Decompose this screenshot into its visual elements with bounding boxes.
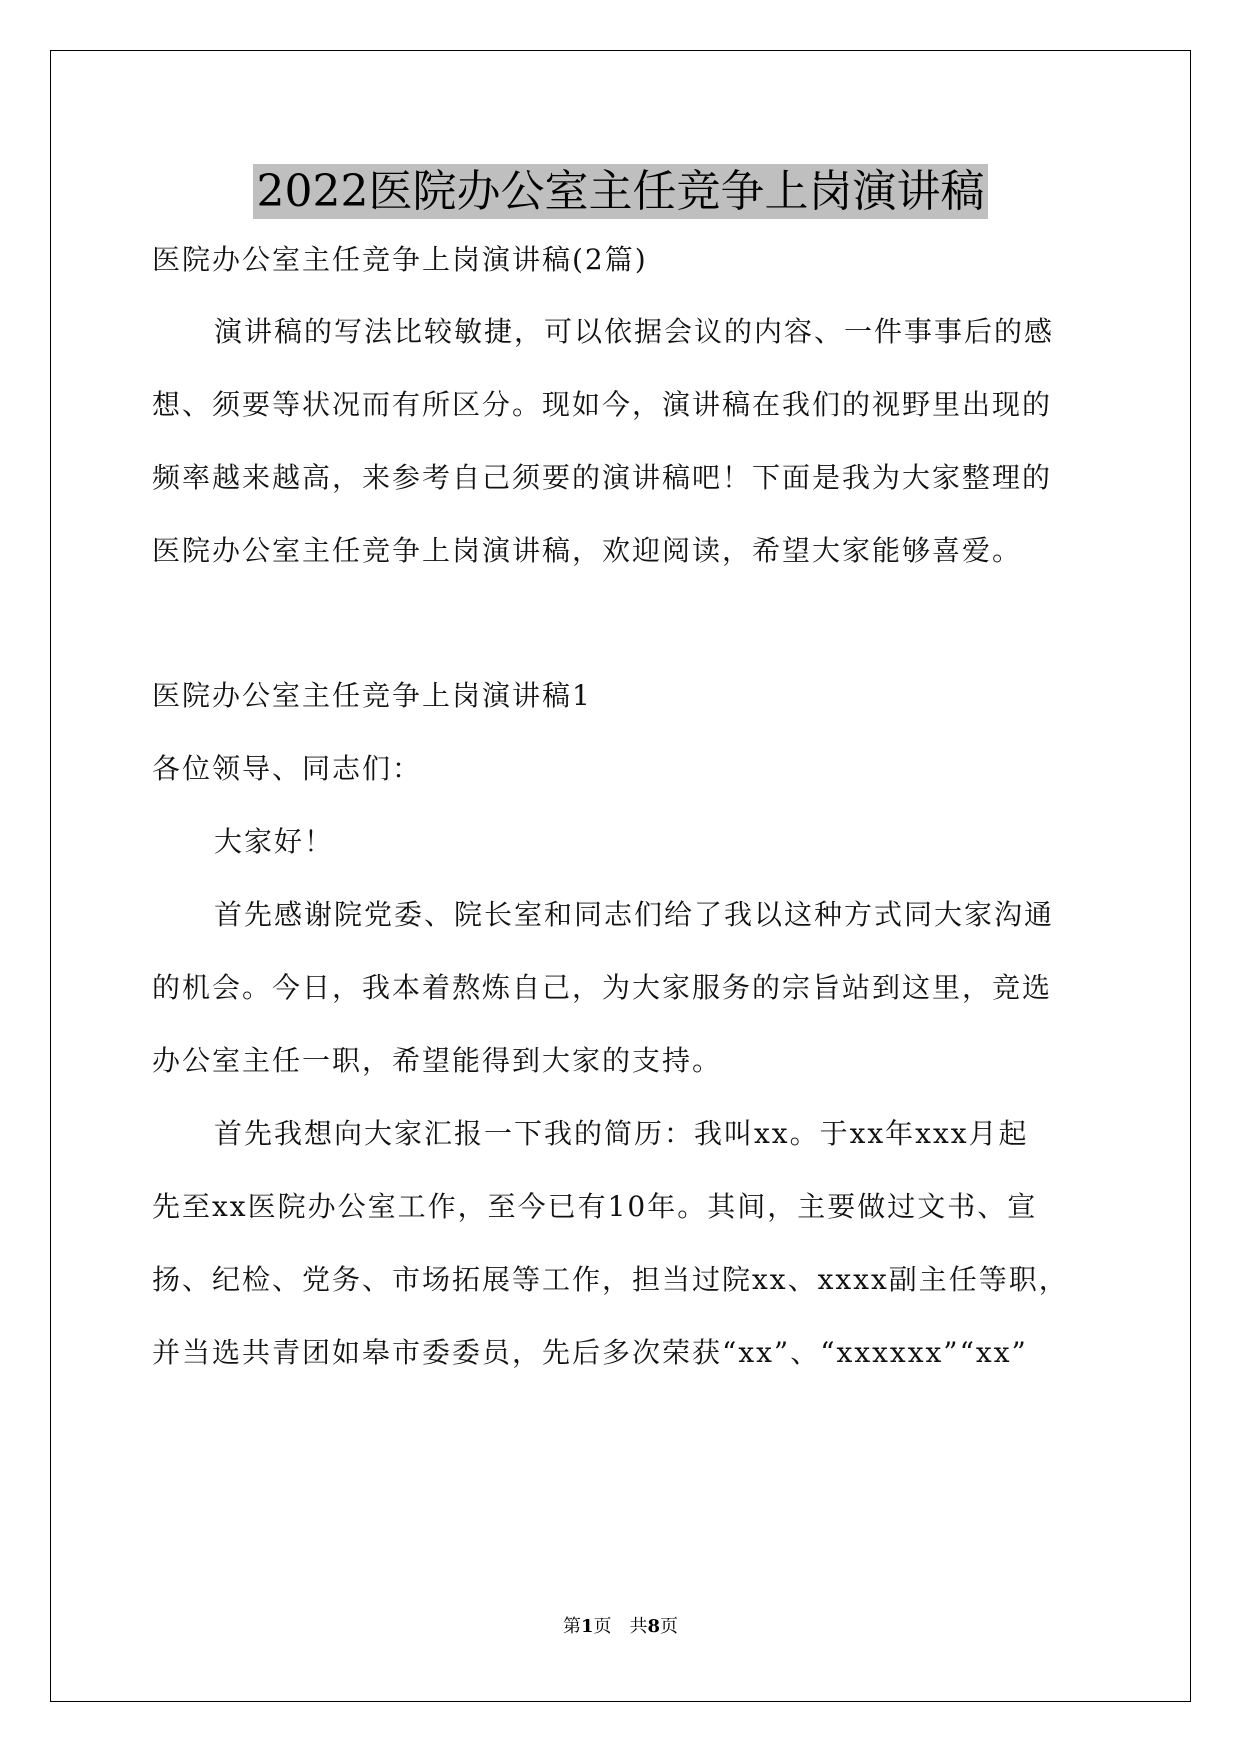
section-heading: 医院办公室主任竞争上岗演讲稿1 (152, 679, 592, 712)
text-line: 医院办公室主任竞争上岗演讲稿，欢迎阅读，希望大家能够喜爱。 (152, 534, 1023, 567)
title-text: 2022医院办公室主任竞争上岗演讲稿 (253, 164, 989, 219)
greeting-line: 大家好！ (214, 825, 335, 858)
page-mid-text: 页 共 (593, 1616, 648, 1637)
text-line: 首先我想向大家汇报一下我的简历：我叫xx。于xx年xxx月起 (214, 1117, 1029, 1150)
total-page-number: 8 (647, 1616, 661, 1637)
current-page-number: 1 (580, 1616, 594, 1637)
page-suffix: 页 (660, 1616, 679, 1637)
text-line: 先至xx医院办公室工作，至今已有10年。其间，主要做过文书、宣 (152, 1190, 1038, 1223)
text-line: 的机会。今日，我本着熬炼自己，为大家服务的宗旨站到这里，竞选 (152, 971, 1053, 1004)
salutation-line: 各位领导、同志们： (152, 752, 423, 785)
page-footer (0, 1612, 1241, 1638)
subtitle-line: 医院办公室主任竞争上岗演讲稿(2篇) (152, 243, 648, 276)
text-line: 并当选共青团如皋市委委员，先后多次荣获“xx”、“xxxxxx”“xx” (152, 1336, 1028, 1369)
text-line: 首先感谢院党委、院长室和同志们给了我以这种方式同大家沟通 (214, 898, 1055, 931)
text-line: 扬、纪检、党务、市场拓展等工作，担当过院xx、xxxx副主任等职， (152, 1263, 1069, 1296)
document-title (0, 155, 1241, 219)
text-line: 想、须要等状况而有所区分。现如今，演讲稿在我们的视野里出现的 (152, 388, 1053, 421)
page-prefix: 第 (562, 1616, 581, 1637)
text-line: 演讲稿的写法比较敏捷，可以依据会议的内容、一件事事后的感 (214, 315, 1055, 348)
text-line: 办公室主任一职，希望能得到大家的支持。 (152, 1044, 723, 1077)
page-border (50, 50, 1191, 1702)
text-line: 频率越来越高，来参考自己须要的演讲稿吧！下面是我为大家整理的 (152, 461, 1053, 494)
